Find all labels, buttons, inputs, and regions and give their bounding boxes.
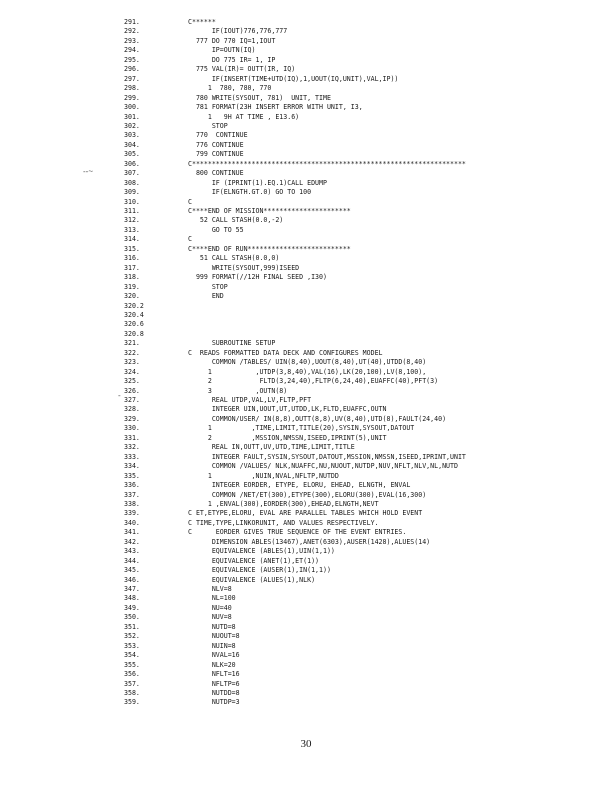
line-number: 314. [124, 235, 140, 244]
line-number: 324. [124, 367, 140, 376]
line-number: 301. [124, 112, 140, 121]
line-number: 318. [124, 273, 140, 282]
line-code: IP=OUTN(IQ) [188, 46, 256, 55]
line-number: 321. [124, 339, 140, 348]
line-code: 1 ,NUIN,NVAL,NFLTP,NUTDD [188, 471, 339, 480]
line-number: 298. [124, 84, 140, 93]
line-number: 339. [124, 509, 140, 518]
line-code: 3 ,OUTN(8) [188, 386, 288, 395]
line-code: REAL UTDP,VAL,LV,FLTP,PFT [188, 396, 312, 404]
line-code: NLK=20 [188, 660, 236, 669]
line-number: 317. [124, 263, 140, 272]
line-code: C ET,ETYPE,ELORU, EVAL ARE PARALLEL TABLES WHICH HOLD EVENT [188, 509, 423, 518]
line-code: 1 ,UTDP(3,8,40),VAL(16),LK(20,100),LV(8,100), [188, 367, 427, 376]
line-number: 355. [124, 660, 140, 669]
line-code: IF (IPRINT(1).EQ.1)CALL EDUMP [188, 178, 327, 187]
line-number: 342. [124, 537, 140, 546]
line-code: DIMENSION ABLES(13467),ANET(6303),AUSER(1428),ALUES(14) [188, 537, 431, 546]
line-code: 999 FORMAT(//12H FINAL SEED ,I30) [188, 273, 327, 282]
line-code: C TIME,TYPE,LINKORUNIT, AND VALUES RESPECTIVELY. [188, 518, 379, 527]
line-code: NUIN=8 [188, 641, 236, 650]
line-code: EQUIVALENCE (ANET(1),ET(1)) [188, 556, 320, 565]
line-number: 320. [124, 292, 140, 301]
line-code: 800 CONTINUE [188, 169, 244, 178]
line-code: C****** [188, 18, 216, 26]
line-number: 296. [124, 65, 140, 74]
line-code: 780 WRITE(SYSOUT, 781) UNIT, TIME [188, 93, 331, 102]
line-code: C [188, 235, 192, 244]
line-number: 311. [124, 207, 140, 215]
line-number: 333. [124, 452, 140, 461]
line-code: 799 CONTINUE [188, 150, 244, 159]
line-code: 770 CONTINUE [188, 131, 248, 140]
line-number: 326. [124, 386, 140, 395]
line-number: 352. [124, 632, 140, 641]
line-code: STOP [188, 282, 228, 291]
line-code: 777 DO 770 IQ=1,IOUT [188, 36, 276, 45]
line-code: INTEGER FAULT,SYSIN,SYSOUT,DATOUT,MSSION,NMSSN,ISEED,IPRINT,UNIT [188, 452, 466, 461]
line-number: 320.6 [124, 320, 144, 329]
line-code: 51 CALL STASH(0.0,0) [188, 254, 280, 263]
line-number: 320.4 [124, 310, 144, 319]
line-number: 306. [124, 159, 140, 168]
line-code: 1 780, 780, 770 [188, 84, 272, 93]
line-number: 300. [124, 103, 140, 112]
line-code: INTEGER EORDER, ETYPE, ELORU, EHEAD, ELNGTH, ENVAL [188, 481, 411, 490]
line-code: NU=40 [188, 603, 232, 612]
line-code: 2 ,MSSION,NMSSN,ISEED,IPRINT(5),UNIT [188, 433, 387, 442]
line-code: 52 CALL STASH(0.0,-2) [188, 216, 284, 225]
line-code: IF(IOUT)776,776,777 [188, 27, 288, 36]
line-code: 781 FORMAT(23H INSERT ERROR WITH UNIT, I3, [188, 103, 363, 112]
line-number: 332. [124, 443, 140, 452]
line-number: 293. [124, 36, 140, 45]
line-number: 320.8 [124, 329, 144, 338]
line-number: 313. [124, 225, 140, 234]
line-code: NFLTP=6 [188, 679, 240, 688]
line-number: 297. [124, 74, 140, 83]
line-code: END [188, 292, 224, 301]
line-number: 310. [124, 197, 140, 206]
line-code: COMMON /NET/ET(300),ETYPE(300),ELORU(300),EVAL(16,300) [188, 490, 427, 499]
line-code: NLV=8 [188, 585, 232, 593]
line-number: 331. [124, 433, 140, 442]
line-code: 776 CONTINUE [188, 140, 244, 149]
line-code: EQUIVALENCE (ABLES(1),UIN(1,1)) [188, 547, 335, 556]
line-code: C********************************************************************* [188, 159, 466, 168]
line-code: NUOUT=8 [188, 632, 240, 641]
line-number: 307. [124, 169, 140, 178]
line-number: 294. [124, 46, 140, 55]
line-number: 338. [124, 499, 140, 508]
line-code: C EORDER GIVES TRUE SEQUENCE OF THE EVENT ENTRIES. [188, 528, 407, 537]
margin-mark: --~ [83, 167, 93, 176]
line-number: 299. [124, 93, 140, 102]
line-code: GO TO 55 [188, 225, 244, 234]
line-number: 335. [124, 471, 140, 480]
line-code: NL=100 [188, 594, 236, 603]
line-number: 323. [124, 358, 140, 367]
line-code: C****END OF MISSION********************** [188, 207, 351, 215]
line-number: 347. [124, 585, 140, 593]
line-code: C****END OF RUN************************** [188, 244, 351, 253]
line-number: 330. [124, 424, 140, 433]
line-code: COMMON /TABLES/ UIN(8,40),UOUT(8,40),UT(40),UTDD(8,40) [188, 358, 427, 367]
line-number: 340. [124, 518, 140, 527]
line-number: 359. [124, 698, 140, 707]
line-code: REAL IN,OUTT,UV,UTD,TIME,LIMIT,TITLE [188, 443, 355, 452]
line-number: 315. [124, 244, 140, 253]
line-number: 354. [124, 651, 140, 660]
line-code: 775 VAL(IR)= OUTT(IR, IQ) [188, 65, 296, 74]
line-code: EQUIVALENCE (AUSER(1),IN(1,1)) [188, 566, 331, 575]
line-number: 350. [124, 613, 140, 622]
line-code: 1 ,TIME,LIMIT,TITLE(20),SYSIN,SYSOUT,DATOUT [188, 424, 415, 433]
margin-mark: - [118, 391, 121, 400]
line-number: 325. [124, 377, 140, 386]
line-number: 353. [124, 641, 140, 650]
line-code: STOP [188, 121, 228, 130]
line-code: C READS FORMATTED DATA DECK AND CONFIGURES MODEL [188, 348, 383, 357]
line-number: 328. [124, 405, 140, 414]
line-number: 346. [124, 575, 140, 584]
line-number: 334. [124, 462, 140, 471]
line-number: 319. [124, 282, 140, 291]
line-code: NUV=8 [188, 613, 232, 622]
line-code: WRITE(SYSOUT,999)ISEED [188, 263, 300, 272]
line-number: 316. [124, 254, 140, 263]
line-number: 322. [124, 348, 140, 357]
line-number: 304. [124, 140, 140, 149]
line-code: NUTD=8 [188, 622, 236, 631]
line-number: 345. [124, 566, 140, 575]
line-code: IF(INSERT(TIME+UTD(IQ),1,UOUT(IQ,UNIT),VAL,IP)) [188, 74, 399, 83]
line-number: 329. [124, 414, 140, 423]
line-number: 349. [124, 603, 140, 612]
line-number: 312. [124, 216, 140, 225]
line-code: COMMON /VALUES/ NLK,NUAFFC,NU,NUOUT,NUTDP,NUV,NFLT,NLV,NL,NUTD [188, 462, 458, 471]
line-number: 348. [124, 594, 140, 603]
line-number: 344. [124, 556, 140, 565]
line-number: 357. [124, 679, 140, 688]
line-number: 341. [124, 528, 140, 537]
line-number: 351. [124, 622, 140, 631]
line-code: IF(ELNGTH.GT.0) GO TO 100 [188, 188, 312, 197]
line-number: 337. [124, 490, 140, 499]
line-code: NVAL=16 [188, 651, 240, 660]
line-number: 291. [124, 18, 140, 26]
line-number: 292. [124, 27, 140, 36]
line-code: DO 775 IR= 1, IP [188, 55, 276, 64]
line-number: 343. [124, 547, 140, 556]
line-number: 336. [124, 481, 140, 490]
line-number: 327. [124, 396, 140, 404]
line-code: INTEGER UIN,UOUT,UT,UTDD,LK,FLTD,EUAFFC,OUTN [188, 405, 387, 414]
line-number: 358. [124, 688, 140, 697]
line-number: 320.2 [124, 301, 144, 310]
line-code: SUBROUTINE SETUP [188, 339, 276, 348]
line-number: 309. [124, 188, 140, 197]
line-code: EQUIVALENCE (ALUES(1),NLK) [188, 575, 316, 584]
line-code: 1 ,ENVAL(300),EORDER(300),EHEAD,ELNGTH,NEVT [188, 499, 379, 508]
page-number: 30 [300, 738, 312, 750]
line-code: NFLT=16 [188, 670, 240, 679]
line-number: 305. [124, 150, 140, 159]
line-number: 303. [124, 131, 140, 140]
line-number: 295. [124, 55, 140, 64]
line-code: 2 FLTD(3,24,40),FLTP(6,24,40),EUAFFC(40),PFT(3) [188, 377, 439, 386]
line-number: 308. [124, 178, 140, 187]
line-code: C [188, 197, 192, 206]
line-code: COMMON/USER/ IN(8,8),OUTT(8,8),UV(8,40),UTD(8),FAULT(24,40) [188, 414, 447, 423]
line-code: NUTDP=3 [188, 698, 240, 707]
line-number: 302. [124, 121, 140, 130]
line-code: 1 9H AT TIME , E13.6) [188, 112, 300, 121]
line-number: 356. [124, 670, 140, 679]
line-code: NUTDD=8 [188, 688, 240, 697]
